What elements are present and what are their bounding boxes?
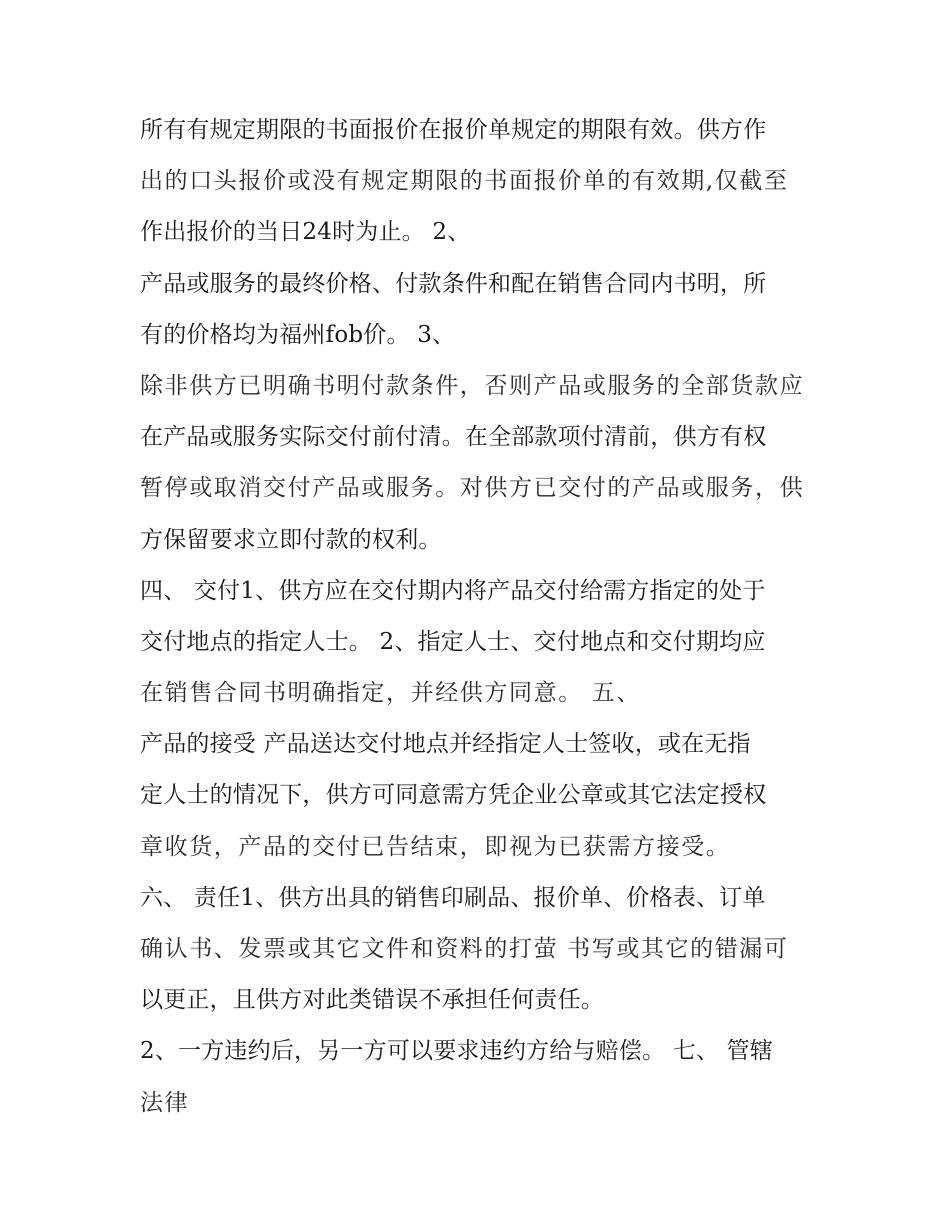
text-line: 有的价格均为福州fob价。 3、 xyxy=(140,321,456,348)
text-line: 产品的接受 产品送达交付地点并经指定人士签收，或在无指 xyxy=(140,731,751,758)
text-line: 暂停或取消交付产品或服务。对供方已交付的产品或服务，供 xyxy=(140,475,805,502)
text-line: 在产品或服务实际交付前付清。在全部款项付清前，供方有权 xyxy=(140,424,767,451)
text-line: 定人士的情况下，供方可同意需方凭企业公章或其它法定授权 xyxy=(140,782,767,809)
text-line: 确认书、发票或其它文件和资料的打萤 书写或其它的错漏可 xyxy=(140,936,789,962)
text-line: 六、 责任1、供方出具的销售印刷品、报价单、价格表、订单 xyxy=(140,884,766,911)
text-line: 除非供方已明确书明付款条件，否则产品或服务的全部货款应 xyxy=(140,372,805,399)
body-text xyxy=(140,108,830,1132)
text-line: 章收货，产品的交付已告结束，即视为已获需方接受。 xyxy=(140,833,731,860)
text-line: 作出报价的当日24时为止。 2、 xyxy=(140,219,471,246)
text-line: 以更正，且供方对此类错误不承担任何责任。 xyxy=(140,987,604,1014)
text-line: 出的口头报价或没有规定期限的书面报价单的有效期,仅截至 xyxy=(140,168,789,195)
text-line: 四、 交付1、供方应在交付期内将产品交付给需方指定的处于 xyxy=(140,577,766,604)
text-line: 交付地点的指定人士。 2、指定人士、交付地点和交付期均应 xyxy=(140,628,766,655)
text-line: 法律 xyxy=(140,1089,190,1116)
text-line: 2、一方违约后，另一方可以要求违约方给与赔偿。 七、 管辖 xyxy=(140,1038,774,1065)
text-line: 所有有规定期限的书面报价在报价单规定的期限有效。供方作 xyxy=(140,117,767,143)
text-line: 在销售合同书明确指定，并经供方同意。 五、 xyxy=(140,680,641,707)
text-line: 产品或服务的最终价格、付款条件和配在销售合同内书明，所 xyxy=(140,270,767,297)
text-line: 方保留要求立即付款的权利。 xyxy=(140,526,442,553)
